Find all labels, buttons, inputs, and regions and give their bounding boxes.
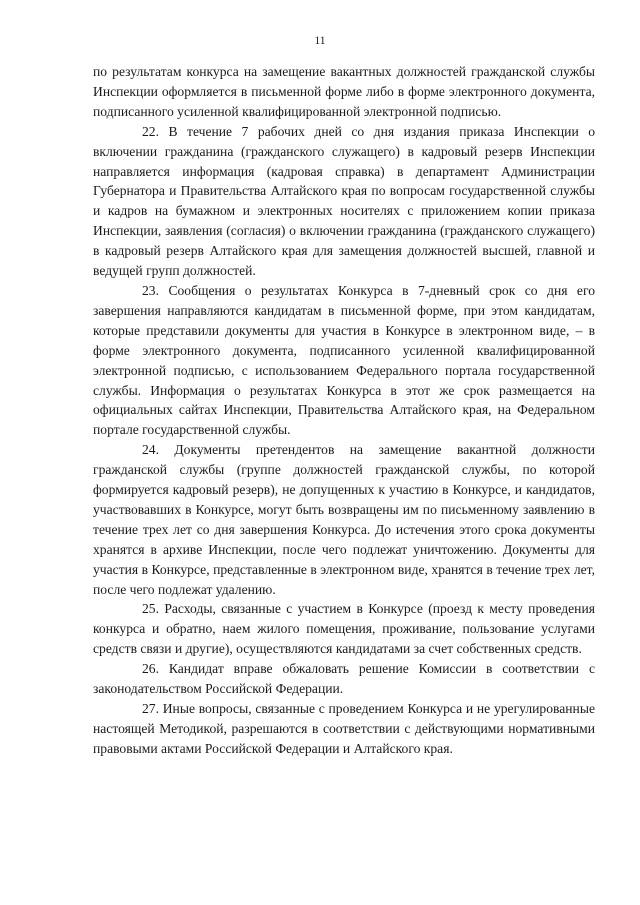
paragraph-26: 26. Кандидат вправе обжаловать решение Комиссии в соответствии с законодательством Российской Федерации.: [93, 661, 595, 697]
page-number: 11: [314, 35, 326, 47]
paragraph-27: 27. Иные вопросы, связанные с проведением Конкурса и не урегулированные настоящей Методикой, разрешаются в соответствии с действующими нормативными правовыми актами Российской Федерации и Алтайского края.: [93, 701, 595, 756]
paragraph-22: 22. В течение 7 рабочих дней со дня издания приказа Инспекции о включении гражданина (гражданского служащего) в кадровый резерв Инспекции направляется информация (кадровая справка) в департамент Администрации Губернатора и Правительства Алтайского края по вопросам государственной службы и кадров на бумажном и электронных носителях с приложением копии приказа Инспекции, заявления (согласия) о включении гражданина (гражданского служащего) в кадровый резерв Алтайского края для замещения должностей высшей, главной и ведущей групп должностей.: [93, 123, 595, 279]
paragraph-25: 25. Расходы, связанные с участием в Конкурсе (проезд к месту проведения конкурса и обратно, наем жилого помещения, проживание, пользование услугами средств связи и другие), осуществляются кандидатами за счет собственных средств.: [93, 601, 595, 657]
paragraph-23: 23. Сообщения о результатах Конкурса в 7-дневный срок со дня его завершения направляются кандидатам в письменной форме, при этом кандидатам, которые представили документы для участия в Конкурсе в электронном виде, – в форме электронного документа, подписанного усиленной квалифицированной электронной подписью, с использованием Федерального портала государственной службы. Информация о результатах Конкурса в этот же срок размещается на официальных сайтах Инспекции, Правительства Алтайского края, на Федеральном портале государственной службы.: [93, 282, 595, 438]
document-body: [93, 62, 595, 759]
paragraph-continuation: по результатам конкурса на замещение вакантных должностей гражданской службы Инспекции оформляется в письменной форме либо в форме электронного документа, подписанного усиленной квалифицированной электронной подписью.: [93, 64, 595, 119]
paragraph-24: 24. Документы претендентов на замещение вакантной должности гражданской службы (группе должностей гражданской службы, по которой формируется кадровый резерв), не допущенных к участию в Конкурсе, и кандидатов, участвовавших в Конкурсе, могут быть возвращены им по письменному заявлению в течение трех лет со дня завершения Конкурса. До истечения этого срока документы хранятся в архиве Инспекции, после чего подлежат уничтожению. Документы для участия в Конкурсе, представленные в электронном виде, хранятся в течение трех лет, после чего подлежат удалению.: [93, 442, 595, 597]
